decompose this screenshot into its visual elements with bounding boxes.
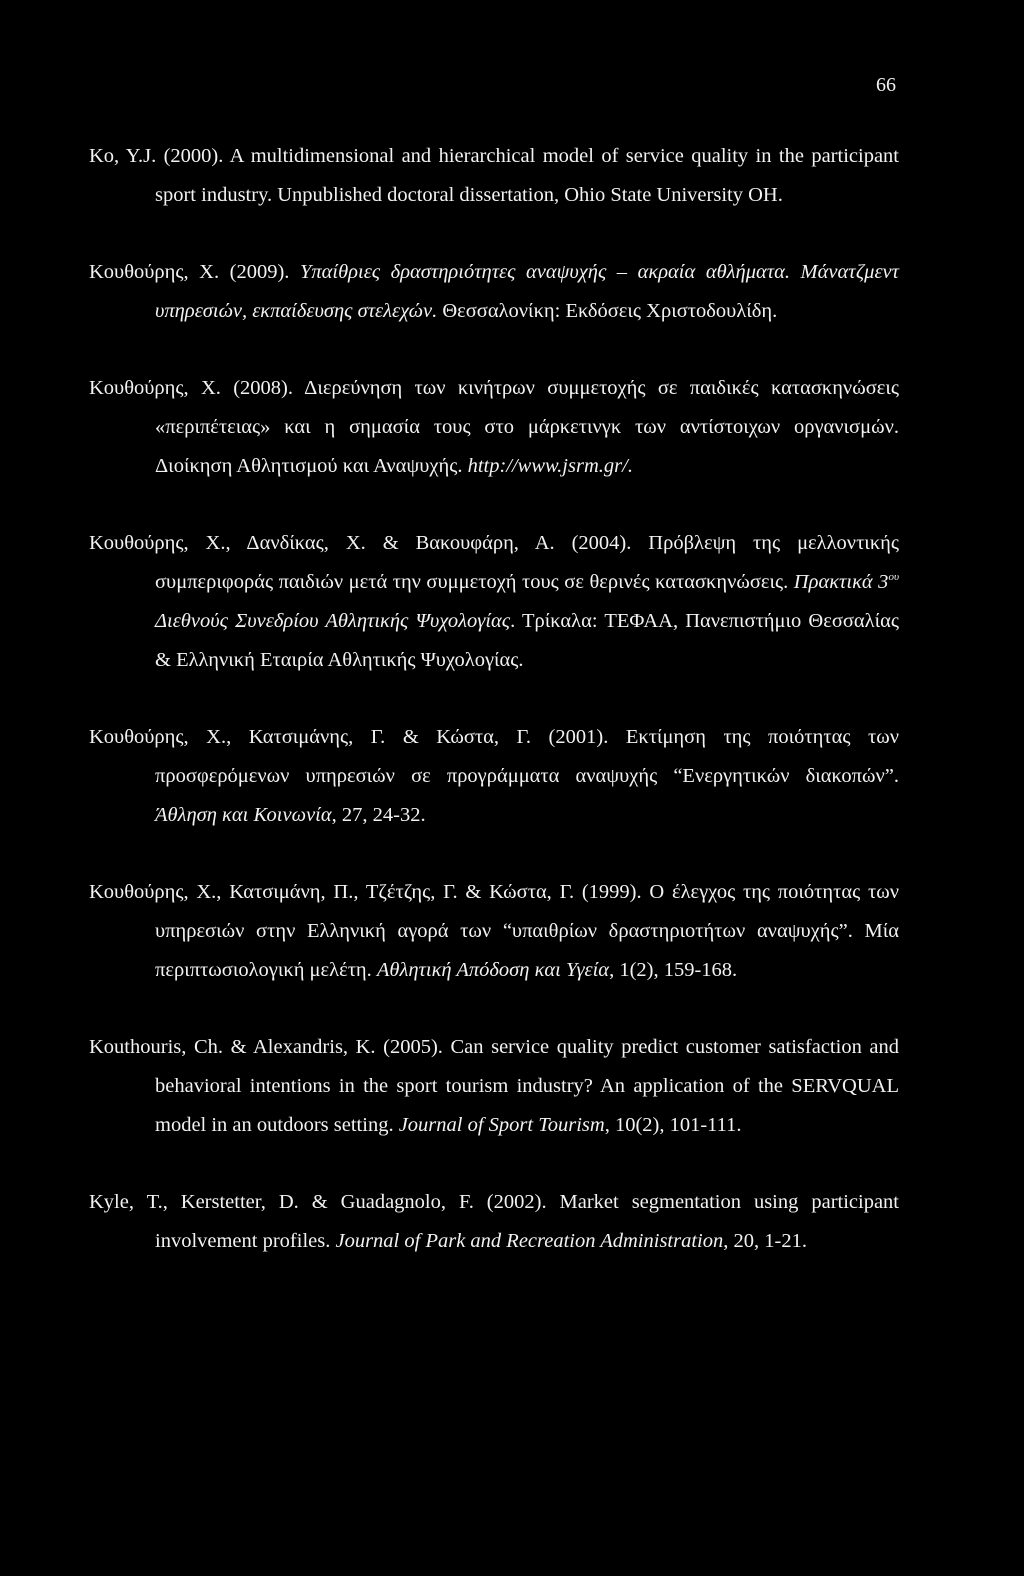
italic-text: Πρακτικά 3	[793, 571, 889, 593]
italic-text: http://www.jsrm.gr/.	[467, 455, 633, 477]
reference-list	[89, 137, 899, 1299]
reference-entry	[89, 718, 899, 835]
page-number: 66	[876, 74, 896, 96]
reference-text: , 1(2), 159-168.	[609, 959, 738, 981]
italic-text: Διεθνούς Συνεδρίου Αθλητικής Ψυχολογίας	[155, 610, 511, 632]
reference-text: Κουθούρης, Χ., Κατσιμάνη, Π., Τζέτζης, Γ. & Κώστα, Γ. (1999). Ο έλεγχος της ποιότητας των υπηρεσιών στην Ελληνική αγορά των “υπαιθρίων δραστηριοτήτων αναψυχής”. Μία περιπτωσιολογική μελέτη.	[89, 881, 899, 981]
reference-text: , 10(2), 101-111.	[604, 1114, 742, 1136]
italic-text: Αθλητική Απόδοση και Υγεία	[376, 959, 610, 981]
italic-text: Journal of Sport Tourism	[398, 1114, 605, 1136]
italic-text: Άθληση και Κοινωνία	[155, 804, 332, 826]
reference-text: Κουθούρης, Χ., Δανδίκας, Χ. & Βακουφάρη, Α. (2004). Πρόβλεψη της μελλοντικής συμπεριφοράς παιδιών μετά την συμμετοχή τους σε θερινές κατασκηνώσεις.	[89, 532, 899, 593]
reference-text: , 20, 1-21.	[723, 1230, 807, 1252]
reference-text: Kouthouris, Ch. & Alexandris, K. (2005). Can service quality predict customer satisfaction and behavioral intentions in the sport tourism industry? An application of the SERVQUAL model in an outdoors setting.	[89, 1036, 899, 1136]
reference-entry	[89, 253, 899, 331]
reference-text: Κουθούρης, Χ. (2009).	[89, 261, 300, 283]
reference-entry	[89, 873, 899, 990]
reference-text: . Τρίκαλα: ΤΕΦΑΑ, Πανεπιστήμιο Θεσσαλίας & Ελληνική Εταιρία Αθλητικής Ψυχολογίας.	[155, 610, 899, 671]
reference-text: Ko, Y.J. (2000). A multidimensional and hierarchical model of service quality in the participant sport industry. Unpublished doctoral dissertation, Ohio State University OH.	[89, 145, 899, 206]
reference-entry	[89, 137, 899, 215]
italic-text: Journal of Park and Recreation Administration	[335, 1230, 724, 1252]
reference-entry	[89, 1028, 899, 1145]
reference-entry	[89, 369, 899, 486]
reference-text: Θεσσαλονίκη: Εκδόσεις Χριστοδουλίδη.	[437, 300, 778, 322]
italic-text: Υπαίθριες δραστηριότητες αναψυχής – ακραία αθλήματα. Μάνατζμεντ υπηρεσιών, εκπαίδευσης στελεχών.	[155, 261, 899, 322]
reference-text: Kyle, T., Kerstetter, D. & Guadagnolo, F. (2002). Market segmentation using participant involvement profiles.	[89, 1191, 899, 1252]
superscript-text: ου	[888, 571, 899, 584]
reference-text: Κουθούρης, Χ. (2008). Διερεύνηση των κινήτρων συμμετοχής σε παιδικές κατασκηνώσεις «περιπέτειας» και η σημασία τους στο μάρκετινγκ των αντίστοιχων οργανισμών. Διοίκηση Αθλητισμού και Αναψυχής.	[89, 377, 899, 477]
reference-text: , 27, 24-32.	[331, 804, 426, 826]
reference-entry	[89, 524, 899, 680]
reference-entry	[89, 1183, 899, 1261]
reference-text: Κουθούρης, Χ., Κατσιμάνης, Γ. & Κώστα, Γ. (2001). Εκτίμηση της ποιότητας των προσφερόμενων υπηρεσιών σε προγράμματα αναψυχής “Ενεργητικών διακοπών”.	[89, 726, 899, 787]
